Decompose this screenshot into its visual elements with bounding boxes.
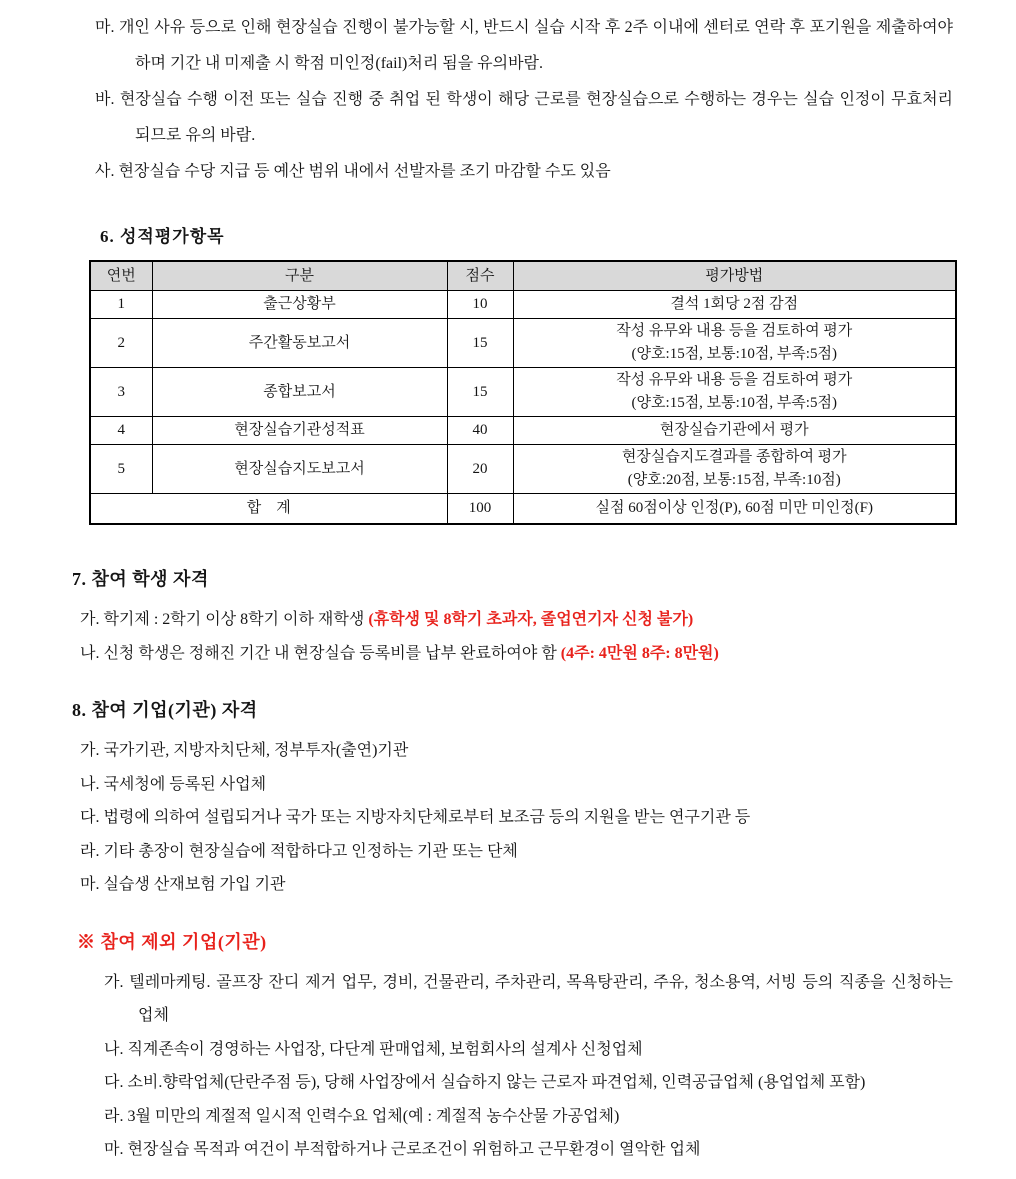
- list-item: [95, 10, 953, 82]
- list-item: [80, 768, 953, 802]
- cell-total-score: 100: [447, 494, 513, 525]
- list-item: [80, 868, 953, 902]
- exclusion-list: [104, 966, 953, 1167]
- item-text: 기타 총장이 현장실습에 적합하다고 인정하는 기관 또는 단체: [103, 842, 518, 860]
- item-label: 마.: [104, 1141, 124, 1158]
- method-line: (양호:20점, 보통:15점, 부족:10점): [627, 472, 841, 488]
- cell-total-label: 합 계: [90, 494, 447, 525]
- item-label: 바.: [95, 91, 115, 108]
- item-label: 다.: [104, 1074, 124, 1091]
- table-row: [90, 291, 956, 319]
- cell-no: 5: [90, 445, 152, 494]
- list-item: [80, 835, 953, 869]
- item-text: 직계존속이 경영하는 사업장, 다단계 판매업체, 보험회사의 설계사 신청업체: [127, 1040, 643, 1058]
- item-text: 텔레마케팅. 골프장 잔디 제거 업무, 경비, 건물관리, 주차관리, 목욕탕관리, 주유, 청소용역, 서빙 등의 직종을 신청하는 업체: [129, 973, 954, 1024]
- grade-evaluation-table: [89, 260, 957, 525]
- cell-category: 현장실습기관성적표: [152, 417, 447, 445]
- item-label: 사.: [95, 163, 115, 180]
- item-label: 라.: [80, 842, 100, 860]
- cell-category: 출근상황부: [152, 291, 447, 319]
- list-item: [80, 603, 953, 637]
- cell-no: 4: [90, 417, 152, 445]
- list-item: [104, 1033, 953, 1067]
- section-6-title: 6. 성적평가항목: [100, 227, 225, 246]
- item-label: 나.: [104, 1040, 124, 1058]
- cell-method: [513, 319, 956, 368]
- table-row: [90, 417, 956, 445]
- cell-score: 15: [447, 368, 513, 417]
- list-item: [95, 82, 953, 154]
- method-line: 작성 유무와 내용 등을 검토하여 평가: [616, 323, 853, 339]
- method-line: (양호:15점, 보통:10점, 부족:5점): [631, 395, 837, 411]
- exclusion-title: ※ 참여 제외 기업(기관): [77, 931, 267, 952]
- cell-total-method: 실점 60점이상 인정(P), 60점 미만 미인정(F): [513, 494, 956, 525]
- cell-method: [513, 368, 956, 417]
- cell-category: 주간활동보고서: [152, 319, 447, 368]
- list-item: [80, 637, 953, 671]
- cell-score: 40: [447, 417, 513, 445]
- item-label: 마.: [80, 876, 100, 893]
- item-label: 가.: [104, 973, 124, 991]
- cell-method: 현장실습기관에서 평가: [513, 417, 956, 445]
- cell-category: 현장실습지도보고서: [152, 445, 447, 494]
- cell-method: [513, 445, 956, 494]
- item-label: 마.: [95, 19, 115, 36]
- item-text: 학기제 : 2학기 이상 8학기 이하 재학생: [103, 611, 365, 628]
- item-text: 현장실습 수당 지급 등 예산 범위 내에서 선발자를 조기 마감할 수도 있음: [118, 163, 611, 180]
- item-label: 다.: [80, 809, 100, 826]
- cell-category: 종합보고서: [152, 368, 447, 417]
- item-label: 가.: [80, 742, 100, 759]
- cell-no: 1: [90, 291, 152, 319]
- table-row: [90, 319, 956, 368]
- col-header-category: 구분: [152, 261, 447, 291]
- section-7-title: 7. 참여 학생 자격: [72, 569, 209, 589]
- table-header-row: [90, 261, 956, 291]
- item-text: 현장실습 수행 이전 또는 실습 진행 중 취업 된 학생이 해당 근로를 현장실습으로 수행하는 경우는 실습 인정이 무효처리 되므로 유의 바람.: [119, 91, 954, 144]
- list-item: [104, 966, 953, 1033]
- item-text: 국세청에 등록된 사업체: [103, 775, 267, 793]
- method-line: (양호:15점, 보통:10점, 부족:5점): [631, 346, 837, 362]
- item-text: 3월 미만의 계절적 일시적 인력수요 업체(예 : 계절적 농수산물 가공업체): [127, 1107, 620, 1125]
- item-text-red: (4주: 4만원 8주: 8만원): [560, 644, 719, 662]
- col-header-method: 평가방법: [513, 261, 956, 291]
- item-text-red: (휴학생 및 8학기 초과자, 졸업연기자 신청 불가): [368, 611, 694, 628]
- item-text: 신청 학생은 정해진 기간 내 현장실습 등록비를 납부 완료하여야 함: [103, 644, 557, 662]
- item-text: 국가기관, 지방자치단체, 정부투자(출연)기관: [103, 742, 409, 759]
- notes-list: [95, 10, 953, 190]
- item-label: 나.: [80, 644, 100, 662]
- list-item: [104, 1100, 953, 1134]
- list-item: [80, 801, 953, 835]
- cell-score: 10: [447, 291, 513, 319]
- item-text: 현장실습 목적과 여건이 부적합하거나 근로조건이 위험하고 근무환경이 열악한 업체: [127, 1141, 701, 1158]
- item-label: 나.: [80, 775, 100, 793]
- item-text: 개인 사유 등으로 인해 현장실습 진행이 불가능할 시, 반드시 실습 시작 후 2주 이내에 센터로 연락 후 포기원을 제출하여야 하며 기간 내 미제출 시 학점 미인정(fail)처리 됨을 유의바람.: [118, 19, 954, 72]
- cell-no: 3: [90, 368, 152, 417]
- method-line: 작성 유무와 내용 등을 검토하여 평가: [616, 372, 853, 388]
- table-row: [90, 445, 956, 494]
- col-header-no: 연번: [90, 261, 152, 291]
- section-8-title: 8. 참여 기업(기관) 자격: [72, 700, 258, 720]
- cell-no: 2: [90, 319, 152, 368]
- col-header-score: 점수: [447, 261, 513, 291]
- method-line: 현장실습지도결과를 종합하여 평가: [621, 449, 847, 465]
- cell-method: 결석 1회당 2점 감점: [513, 291, 956, 319]
- list-item: [104, 1066, 953, 1100]
- section-7-list: [80, 603, 953, 670]
- item-text: 소비.향락업체(단란주점 등), 당해 사업장에서 실습하지 않는 근로자 파견업체, 인력공급업체 (용업업체 포함): [127, 1074, 866, 1091]
- item-text: 실습생 산재보험 가입 기관: [103, 876, 286, 893]
- section-8-list: [80, 734, 953, 902]
- list-item: [95, 154, 953, 190]
- list-item: [104, 1133, 953, 1167]
- table-total-row: [90, 494, 956, 525]
- item-label: 라.: [104, 1107, 124, 1125]
- cell-score: 15: [447, 319, 513, 368]
- list-item: [80, 734, 953, 768]
- item-label: 가.: [80, 611, 100, 628]
- table-row: [90, 368, 956, 417]
- cell-score: 20: [447, 445, 513, 494]
- item-text: 법령에 의하여 설립되거나 국가 또는 지방자치단체로부터 보조금 등의 지원을 받는 연구기관 등: [103, 809, 751, 826]
